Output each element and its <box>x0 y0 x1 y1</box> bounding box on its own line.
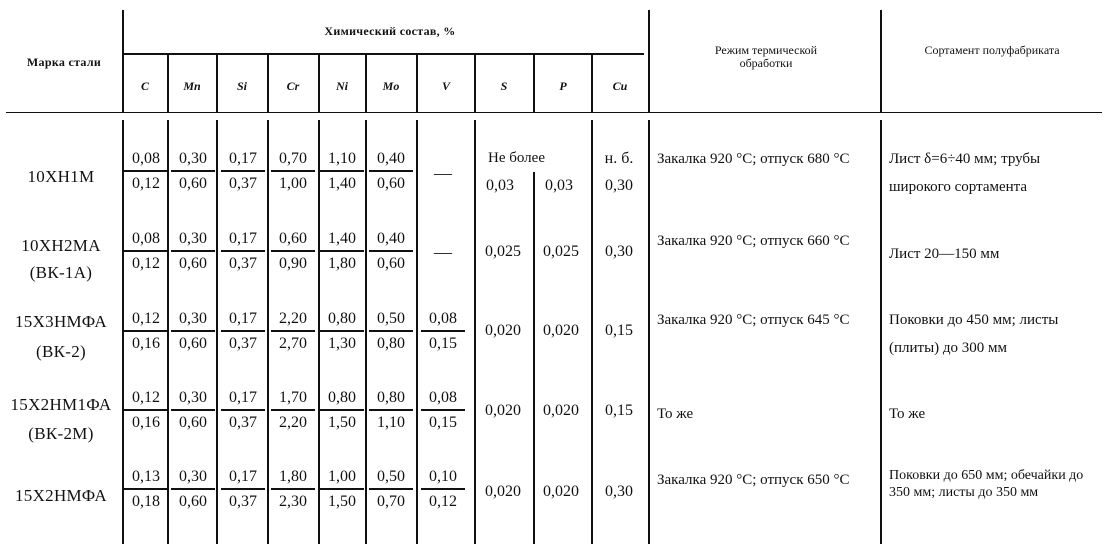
p-value: 0,020 <box>543 322 579 339</box>
header-element-cr: Cr <box>286 79 300 93</box>
header-product-range: Сортамент полуфабриката <box>924 43 1060 57</box>
header-steel-grade: Марка стали <box>26 55 102 69</box>
heat-treatment: Закалка 920 °С; отпуск 680 °С <box>657 151 850 167</box>
cu-value: 0,30 <box>605 243 633 260</box>
p-value: 0,020 <box>543 402 579 419</box>
s-value: 0,025 <box>485 243 521 260</box>
v-range: $\frac{0,10}{0,12}$ <box>421 468 465 511</box>
sp-note: Не более <box>488 150 545 166</box>
cr-range: $\frac{0,60}{0,90}$ <box>271 230 315 273</box>
col-divider <box>267 55 269 112</box>
steel-grade: 10ХН2МА <box>21 236 101 255</box>
header-element-mo: Mo <box>382 79 400 93</box>
col-divider <box>365 120 367 544</box>
c-range: $\frac{0,12}{0,16}$ <box>124 310 168 353</box>
header-element-cu: Cu <box>612 79 628 93</box>
si-range: $\frac{0,17}{0,37}$ <box>221 150 265 193</box>
product-range: Поковки до 450 мм; листы (плиты) до 300 мм <box>889 312 1059 356</box>
col-divider <box>533 55 535 112</box>
col-divider <box>365 55 367 112</box>
product-range: Поковки до 650 мм; обечайки до 350 мм; листы до 350 мм <box>889 468 1084 500</box>
steel-grade: 15Х2НМФА <box>15 486 107 505</box>
ni-range: $\frac{1,10}{1,40}$ <box>320 150 364 193</box>
header-bottom-rule <box>6 112 1102 113</box>
col-divider <box>648 10 650 112</box>
s-value: 0,020 <box>485 483 521 500</box>
cu-value: 0,15 <box>605 402 633 419</box>
v-value: — <box>434 163 452 183</box>
col-divider <box>267 120 269 544</box>
col-divider <box>216 120 218 544</box>
heat-treatment: Закалка 920 °С; отпуск 645 °С <box>657 312 850 328</box>
si-range: $\frac{0,17}{0,37}$ <box>221 230 265 273</box>
steel-grade: 10ХН1М <box>27 167 95 186</box>
mo-range: $\frac{0,40}{0,60}$ <box>369 230 413 273</box>
header-element-s: S <box>500 79 508 93</box>
col-divider <box>880 10 882 112</box>
header-element-mn: Mn <box>183 79 201 93</box>
mn-range: $\frac{0,30}{0,60}$ <box>171 150 215 193</box>
col-divider <box>216 55 218 112</box>
cu-value: 0,15 <box>605 322 633 339</box>
cr-range: $\frac{1,80}{2,30}$ <box>271 468 315 511</box>
cu-value: 0,30 <box>605 483 633 500</box>
steel-grade-alias: (ВК-1А) <box>29 263 93 282</box>
mo-range: $\frac{0,40}{0,60}$ <box>369 150 413 193</box>
cr-range: $\frac{1,70}{2,20}$ <box>271 389 315 432</box>
heat-treatment: Закалка 920 °С; отпуск 650 °С <box>657 472 850 488</box>
s-value: 0,020 <box>485 402 521 419</box>
si-range: $\frac{0,17}{0,37}$ <box>221 389 265 432</box>
mn-range: $\frac{0,30}{0,60}$ <box>171 468 215 511</box>
cr-range: $\frac{0,70}{1,00}$ <box>271 150 315 193</box>
p-value: 0,020 <box>543 483 579 500</box>
heat-treatment: Закалка 920 °С; отпуск 660 °С <box>657 233 850 249</box>
ni-range: $\frac{1,40}{1,80}$ <box>320 230 364 273</box>
mn-range: $\frac{0,30}{0,60}$ <box>171 389 215 432</box>
steel-grade-alias: (ВК-2) <box>36 342 86 361</box>
mo-range: $\frac{0,80}{1,10}$ <box>369 389 413 432</box>
cu-note: н. б. <box>604 150 634 167</box>
steel-grade: 15Х3НМФА <box>15 312 107 331</box>
s-value: 0,020 <box>485 322 521 339</box>
c-range: $\frac{0,12}{0,16}$ <box>124 389 168 432</box>
cr-range: $\frac{2,20}{2,70}$ <box>271 310 315 353</box>
col-divider <box>122 10 124 112</box>
ni-range: $\frac{0,80}{1,50}$ <box>320 389 364 432</box>
si-range: $\frac{0,17}{0,37}$ <box>221 310 265 353</box>
v-range: $\frac{0,08}{0,15}$ <box>421 310 465 353</box>
c-range: $\frac{0,08}{0,12}$ <box>124 150 168 193</box>
heat-treatment: То же <box>657 406 694 422</box>
col-divider <box>167 55 169 112</box>
header-element-v: V <box>441 79 450 93</box>
s-value: 0,03 <box>486 177 514 194</box>
v-value: — <box>434 242 452 262</box>
mo-range: $\frac{0,50}{0,70}$ <box>369 468 413 511</box>
col-divider <box>416 55 418 112</box>
cu-value: 0,30 <box>605 177 633 194</box>
ni-range: $\frac{1,00}{1,50}$ <box>320 468 364 511</box>
p-value: 0,03 <box>545 177 573 194</box>
mn-range: $\frac{0,30}{0,60}$ <box>171 230 215 273</box>
header-element-ni: Ni <box>336 79 348 93</box>
si-range: $\frac{0,17}{0,37}$ <box>221 468 265 511</box>
header-heat-treatment: Режим термической обработки <box>714 43 818 70</box>
header-chemical-composition: Химический состав, % <box>324 24 456 38</box>
v-range: $\frac{0,08}{0,15}$ <box>421 389 465 432</box>
header-element-c: C <box>140 79 149 93</box>
col-divider <box>880 120 882 544</box>
header-top-rule <box>124 53 644 55</box>
ni-range: $\frac{0,80}{1,30}$ <box>320 310 364 353</box>
col-divider <box>648 120 650 544</box>
product-range: Лист δ=6÷40 мм; трубы широкого сортамента <box>889 151 1041 195</box>
header-element-p: P <box>559 79 567 93</box>
col-divider <box>318 55 320 112</box>
steel-grade: 15Х2НМ1ФА <box>10 395 112 414</box>
mn-range: $\frac{0,30}{0,60}$ <box>171 310 215 353</box>
product-range: Лист 20—150 мм <box>889 246 1000 262</box>
header-element-si: Si <box>236 79 247 93</box>
c-range: $\frac{0,08}{0,12}$ <box>124 230 168 273</box>
p-value: 0,025 <box>543 243 579 260</box>
product-range: То же <box>889 406 926 422</box>
col-divider <box>591 55 593 112</box>
c-range: $\frac{0,13}{0,18}$ <box>124 468 168 511</box>
col-divider <box>474 55 476 112</box>
steel-grade-alias: (ВК-2М) <box>28 424 94 443</box>
col-divider <box>416 120 418 544</box>
mo-range: $\frac{0,50}{0,80}$ <box>369 310 413 353</box>
